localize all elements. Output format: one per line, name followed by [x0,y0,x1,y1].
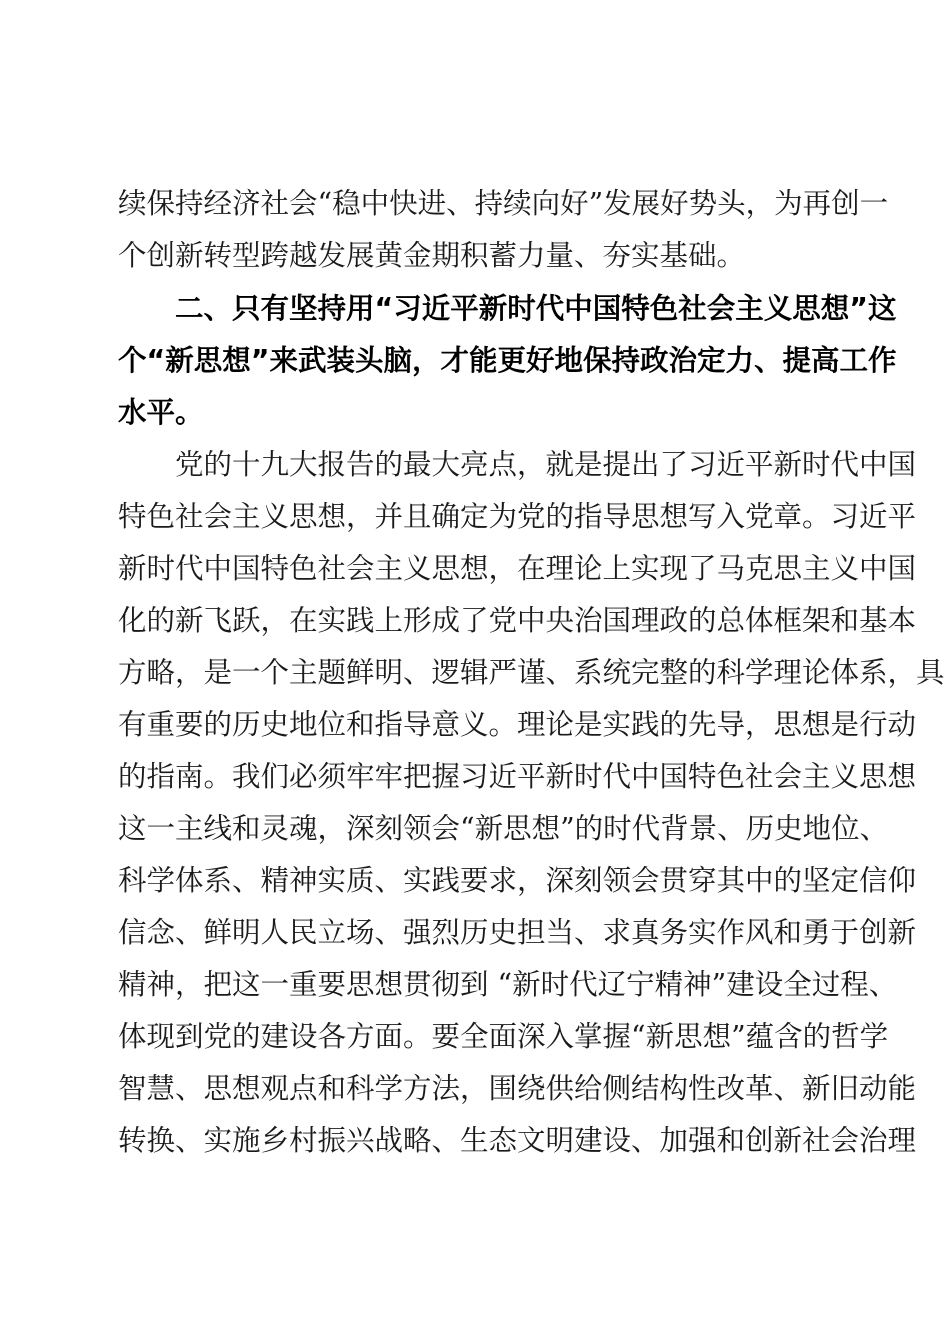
paragraph-line: 转换、实施乡村振兴战略、生态文明建设、加强和创新社会治理 [118,1124,917,1157]
paragraph-line: 个创新转型跨越发展黄金期积蓄力量、夯实基础。 [118,239,746,272]
paragraph-line: 化的新飞跃，在实践上形成了党中央治国理政的总体框架和基本 [118,604,917,637]
paragraph-line: 新时代中国特色社会主义思想，在理论上实现了马克思主义中国 [118,552,917,585]
paragraph-line: 特色社会主义思想，并且确定为党的指导思想写入党章。习近平 [118,500,917,533]
paragraph-line: 信念、鲜明人民立场、强烈历史担当、求真务实作风和勇于创新 [118,916,917,949]
paragraph-line: 的指南。我们必须牢牢把握习近平新时代中国特色社会主义思想 [118,760,917,793]
paragraph-line: 精神，把这一重要思想贯彻到 “新时代辽宁精神”建设全过程、 [118,968,898,1001]
paragraph-line: 科学体系、精神实质、实践要求，深刻领会贯穿其中的坚定信仰 [118,864,917,897]
paragraph-line: 方略，是一个主题鲜明、逻辑严谨、系统完整的科学理论体系，具 [118,656,945,689]
paragraph-line: 有重要的历史地位和指导意义。理论是实践的先导，思想是行动 [118,708,917,741]
paragraph-line: 体现到党的建设各方面。要全面深入掌握“新思想”蕴含的哲学 [118,1020,889,1053]
paragraph-line: 续保持经济社会“稳中快进、持续向好”发展好势头，为再创一 [118,187,889,220]
paragraph-line: 党的十九大报告的最大亮点，就是提出了习近平新时代中国 [175,448,917,481]
paragraph-line: 这一主线和灵魂，深刻领会“新思想”的时代背景、历史地位、 [118,812,889,845]
section-heading-line: 个“新思想”来武装头脑，才能更好地保持政治定力、提高工作 [118,344,897,377]
section-heading-line: 水平。 [118,396,204,429]
paragraph-line: 智慧、思想观点和科学方法，围绕供给侧结构性改革、新旧动能 [118,1072,917,1105]
section-heading-line: 二、只有坚持用“习近平新时代中国特色社会主义思想”这 [175,292,897,325]
